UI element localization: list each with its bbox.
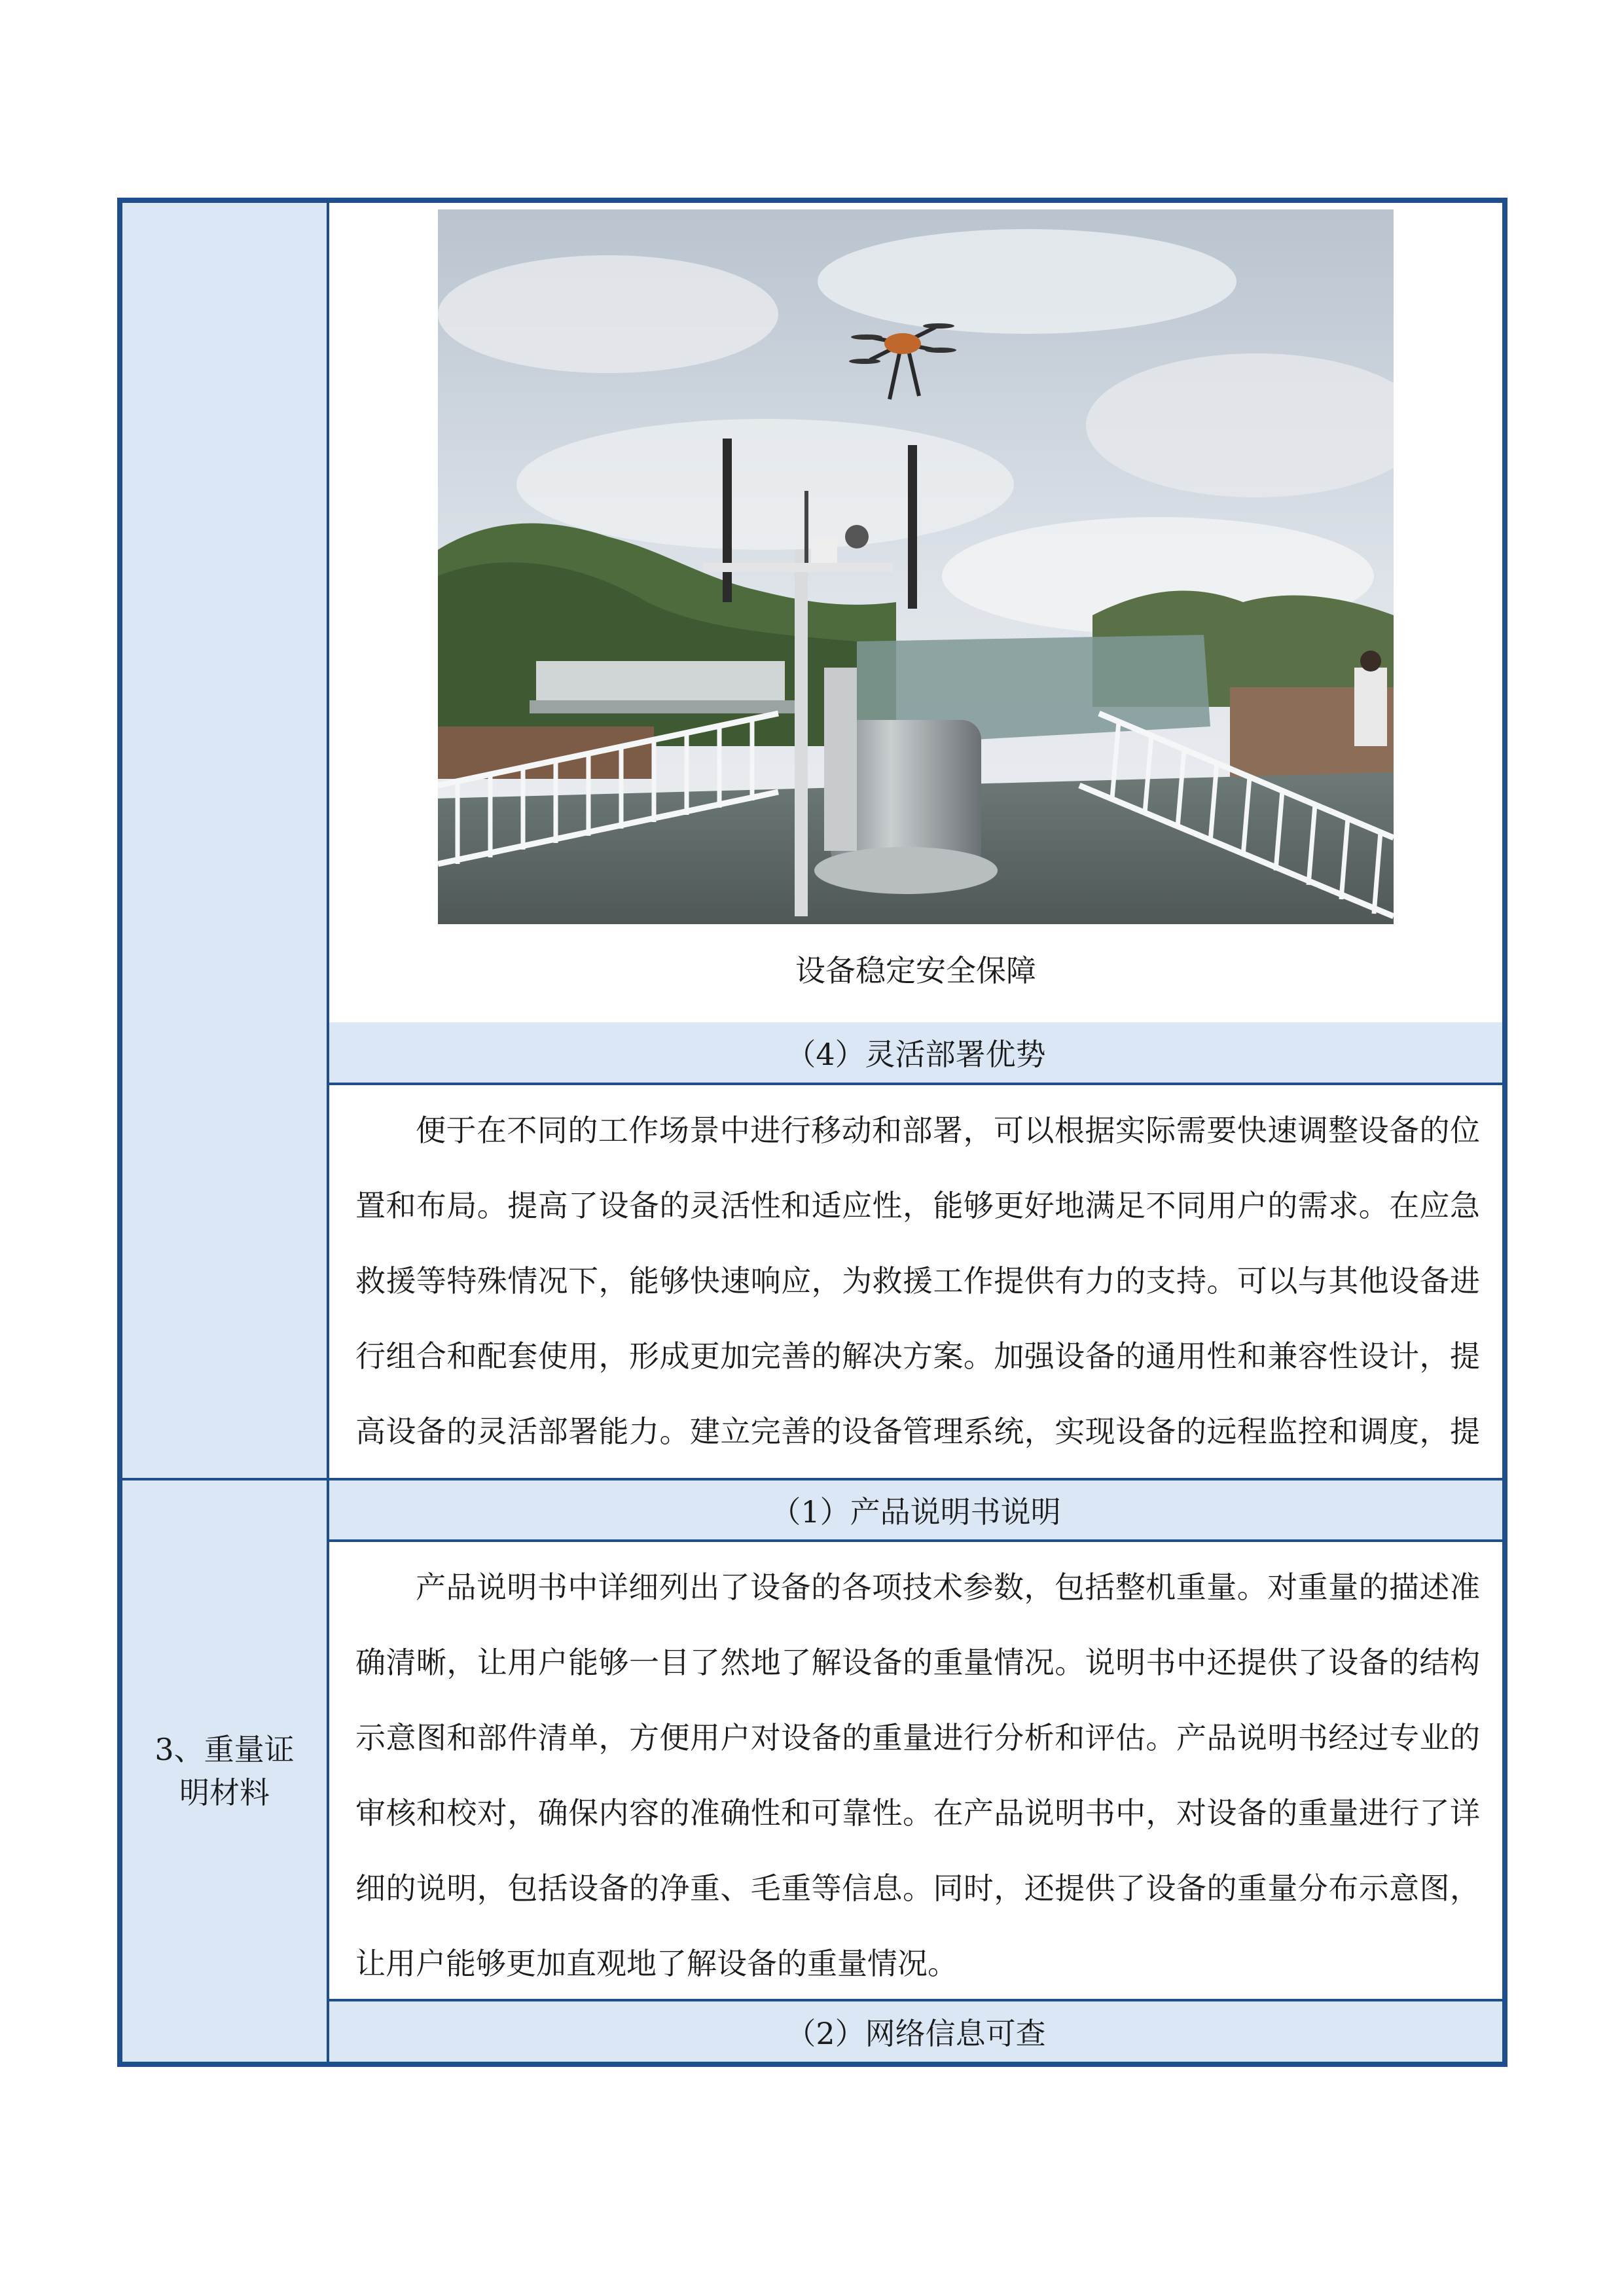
section-3-sub2-heading: （2）网络信息可查 — [329, 2001, 1502, 2062]
section-3-label: 3、重量证明材料 — [154, 1732, 295, 1810]
left-label-column — [122, 203, 329, 2062]
document-table — [117, 198, 1507, 2067]
left-cell-empty — [122, 203, 329, 1480]
section-3-sub1-paragraph: 产品说明书中详细列出了设备的各项技术参数，包括整机重量。对重量的描述准确清晰，让用户能够一目了然地了解设备的重量情况。说明书中还提供了设备的结构示意图和部件清单，方便用户对设备的重量进行分析和评估。产品说明书经过专业的审核和校对，确保内容的准确性和可靠性。在产品说明书中，对设备的重量进行了详细的说明，包括设备的净重、毛重等信息。同时，还提供了设备的重量分布示意图，让用户能够更加直观地了解设备的重量情况。 — [355, 1570, 1480, 1981]
section-4-paragraph: 便于在不同的工作场景中进行移动和部署，可以根据实际需要快速调整设备的位置和布局。提高了设备的灵活性和适应性，能够更好地满足不同用户的需求。在应急救援等特殊情况下，能够快速响应，为救援工作提供有力的支持。可以与其他设备进行组合和配套使用，形成更加完善的解决方案。加强设备的通用性和兼容性设计，提高设备的灵活部署能力。建立完善的设备管理系统，实现设备的远程监控和调度，提 — [355, 1113, 1480, 1449]
content-column — [329, 203, 1502, 2062]
photo-caption: 设备稳定安全保障 — [795, 953, 1036, 988]
left-cell-section-3 — [122, 1480, 329, 2062]
section-3-sub1-body — [329, 1542, 1502, 2001]
section-3-sub1-heading: （1）产品说明书说明 — [329, 1480, 1502, 1542]
section-4-body — [329, 1085, 1502, 1480]
photo-cell — [329, 203, 1502, 1025]
section-4-heading: （4）灵活部署优势 — [329, 1022, 1502, 1085]
drone-weather-station-photo — [438, 209, 1394, 924]
